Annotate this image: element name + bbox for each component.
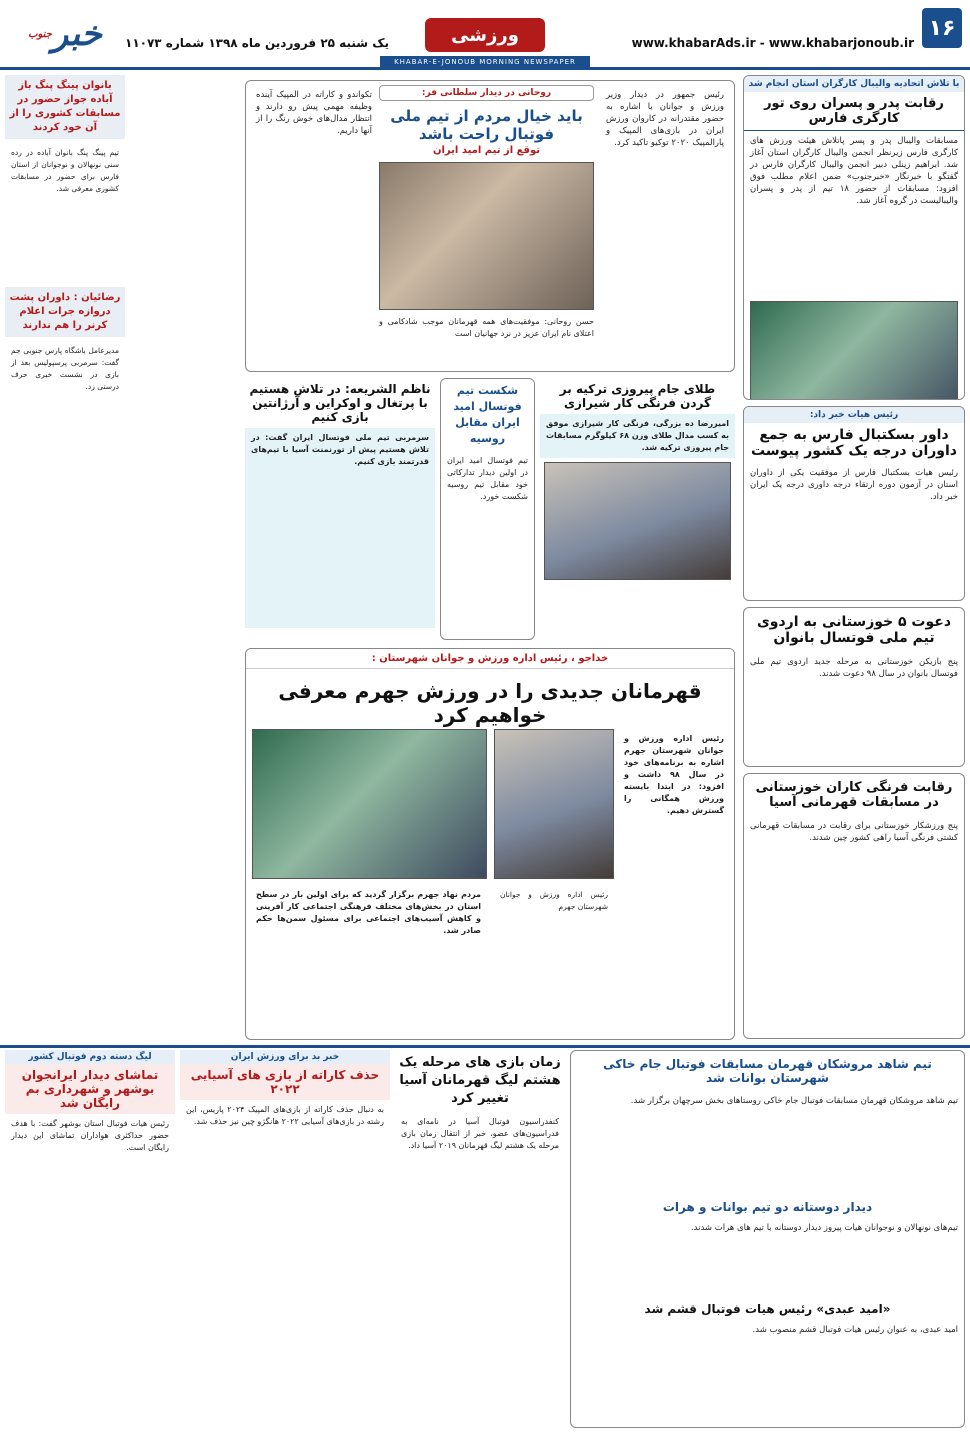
tagline: KHABAR-E-JONOUB MORNING NEWSPAPER	[380, 56, 590, 68]
article-title: طلای جام پیروزی ترکیه بر گردن فرنگی کار شیرازی	[559, 382, 716, 410]
article-wrestling	[743, 773, 965, 1039]
article-title: دعوت ۵ خوزستانی به اردوی تیم ملی فوتسال بانوان	[756, 614, 952, 646]
article-body: تیم شاهد مروشکان قهرمان مسابقات فوتبال جام خاکی روستاهای بخش سرچهان برگزار شد.	[630, 1096, 958, 1106]
article-kicker: خداجو ، رئیس اداره ورزش و جوانان شهرستان :	[246, 649, 734, 669]
article-title: رضائیان : داوران پشت دروازه جرات اعلام کرنر را هم ندارند	[9, 292, 121, 331]
article-rouhani	[245, 80, 735, 372]
article-title: بانوان پینگ پنگ باز آباده جواز حضور در مسابقات کشوری را از آن خود کردند	[9, 80, 121, 133]
article-title: ناظم الشریعه: در تلاش هستیم با پرتغال و اوکراین و آرژانتین بازی کنیم	[249, 382, 431, 424]
bottom-right-box	[570, 1050, 965, 1428]
article-title: حذف کاراته از بازی های آسیایی ۲۰۲۲	[180, 1064, 390, 1100]
article-kicker: خبر بد برای ورزش ایران	[180, 1050, 390, 1064]
article-basketball	[743, 406, 965, 601]
article-futsal-coach	[245, 378, 435, 640]
article-jahrom	[245, 648, 735, 1040]
article-body: پنج ورزشکار خوزستانی برای رقابت در مسابقات قهرمانی کشتی فرنگی آسیا راهی کشور چین شدند.	[750, 821, 958, 843]
article-lead: امیررضا ده بزرگی، فرنگی کار شیرازی موفق به کسب مدال طلای وزن ۶۸ کیلوگرم مسابقات جام پیروزی ترکیه شد.	[540, 414, 735, 458]
article-body: پنج بازیکن خوزستانی به مرحله جدید اردوی تیم ملی فوتسال بانوان در سال ۹۸ دعوت شدند.	[750, 657, 958, 679]
article-subtitle: توقع از تیم امید ایران	[432, 145, 541, 156]
article-kicker: با تلاش اتحادیه والیبال کارگران استان انجام شد	[744, 76, 964, 92]
article-body-left: تکواندو و کاراته در المپیک آینده وظیفه مهمی پیش رو دارند و انتظار مدال‌های خوش رنگ را از آنها داریم.	[256, 90, 372, 136]
article-kicker: رئیس هیات خبر داد:	[744, 407, 964, 423]
article-title: داور بسکتبال فارس به جمع داوران درجه یک کشور پیوست	[751, 427, 957, 459]
article-body-right: رئیس اداره ورزش و جوانان شهرستان جهرم اشاره به برنامه‌های خود در سال ۹۸ داشت و افزود: در ابتدا بایسته ورزش همگانی را گسترش دهیم.	[624, 734, 724, 815]
article-title: قهرمانان جدیدی را در ورزش جهرم معرفی خواهیم کرد	[278, 679, 702, 727]
article-title: «امید عبدی» رئیس هیات فوتبال قشم شد	[644, 1302, 891, 1316]
newspaper-logo	[8, 6, 118, 62]
article-body: به دنبال حذف کاراته از بازی‌های المپیک ۲۰۲۴ پاریس، این رشته در بازی‌های آسیایی ۲۰۲۲ هانگژو چین نیز حذف شد.	[186, 1105, 384, 1126]
date-issue: یک شنبه ۲۵ فروردین ماه ۱۳۹۸ شماره ۱۱۰۷۳	[125, 36, 390, 50]
article-title: دیدار دوستانه دو تیم بوانات و هرات	[662, 1200, 873, 1214]
meeting-photo	[379, 162, 594, 310]
article-title: تیم شاهد مروشکان قهرمان مسابقات فوتبال جام خاکی شهرستان بوانات شد	[603, 1057, 932, 1085]
article-body: تیم فوتسال امید ایران در اولین دیدار تدارکاتی خود مقابل تیم روسیه شکست خورد.	[447, 456, 528, 501]
article-title: شکست تیم فوتسال امید ایران مقابل روسیه	[453, 384, 522, 445]
article-rezaeian	[5, 287, 125, 337]
article-karate	[180, 1050, 390, 1428]
podium-photo	[544, 462, 731, 580]
article-kicker: روحانی در دیدار سلطانی فر:	[379, 85, 594, 101]
section-label: ورزشی	[425, 18, 545, 52]
article-body-left: مردم نهاد جهرم برگزار گردید که برای اولین بار در سطح استان در بخش‌های مختلف فرهنگی اجتماعی کار آفرینی و کاهش آسیب‌های اجتماعی برای مسئول سمن‌ها حکم صادر شد.	[256, 890, 481, 935]
article-body: مسابقات والیبال پدر و پسر پاتلاش هیئت ورزش های کارگری فارس زیرنظر انجمن والیبال کارگران استان آغاز شد. ابراهیم زینلی دبیر انجمن والیبال کارگران فارس در گفتگو با خبرنگار «خبرجنوب» ضمن اعلام مطلب فوق افزود: مسابقات از حضور ۱۸ تیم از پدر و پسران والیبالیست در گروه آغاز شد.	[750, 136, 958, 206]
photo-caption: رئیس اداره ورزش و جوانان شهرستان جهرم	[500, 890, 608, 911]
official-portrait	[494, 729, 614, 879]
article-body: مدیرعامل باشگاه پارس جنوبی جم گفت: سرمربی پرسپولیس بعد از بازی در نشست خبری حرف درستی زد.	[11, 346, 119, 391]
article-body: امید عبدی، به عنوان رئیس هیات فوتبال قشم منصوب شد.	[752, 1325, 958, 1335]
left-column	[5, 75, 125, 1040]
team-photo	[750, 301, 958, 400]
article-body: تیم‌های نونهالان و نوجوانان هیات پیروز دیدار دوستانه با تیم های هرات شدند.	[690, 1223, 958, 1233]
article-bushehr	[5, 1050, 175, 1428]
article-kicker: لیگ دسته دوم فوتبال کشور	[5, 1050, 175, 1064]
article-body: رئیس هیات فوتبال استان بوشهر گفت: با هدف حضور حداکثری هواداران تماشای این دیدار رایگان است.	[11, 1119, 169, 1152]
article-lead: سرمربی تیم ملی فوتسال ایران گفت: در تلاش هستیم پیش از تورنمنت آسیا با تیم‌های قدرتمند بازی کنیم.	[245, 428, 435, 628]
article-main	[379, 85, 594, 365]
article-title: تماشای دیدار ایرانجوان بوشهر و شهرداری بم رایگان شد	[5, 1064, 175, 1114]
article-body-right: رئیس جمهور در دیدار وزیر ورزش و جوانان با اشاره به حضور مقتدرانه در کاروان ورزش ایران در بازی‌های المپیک و پارالمپیک ۲۰۲۰ توکیو تاکید کرد.	[606, 90, 724, 148]
article-futsal-russia	[440, 378, 535, 640]
page-number: ۱۶	[922, 8, 962, 48]
photo-caption: حسن روحانی: موفقیت‌های همه قهرمانان موجب شادکامی و اعتلای نام ایران عزیز در نزد جهانیان است	[379, 317, 594, 338]
article-turkey-gold	[540, 378, 735, 640]
article-afc	[395, 1050, 565, 1428]
article-body: کنفدراسیون فوتبال آسیا در نامه‌ای به فدراسیون‌های عضو، خبر از انتقال زمان بازی مرحله یک هشتم لیگ قهرمانان ۲۰۱۹ آسیا داد.	[401, 1117, 559, 1150]
article-title: رقابت فرنگی کاران خوزستانی در مسابقات قهرمانی آسیا	[755, 780, 953, 810]
article-title: باید خیال مردم از تیم ملی فوتبال راحت باشد	[390, 107, 583, 143]
exercise-photo	[252, 729, 487, 879]
logo-text: خبر	[51, 14, 102, 54]
logo-sub: جنوب	[28, 28, 52, 40]
article-body: تیم پینگ پنگ بانوان آباده در رده سنی نونهالان و نوجوانان از استان فارس برای حضور در مسابقات کشوری معرفی شد.	[11, 148, 119, 193]
article-title: زمان بازی های مرحله یک هشتم لیگ قهرمانان آسیا تغییر کرد	[399, 1055, 561, 1106]
right-column	[743, 75, 965, 1040]
article-volleyball	[743, 75, 965, 400]
article-futsal-women	[743, 607, 965, 767]
article-title: رقابت پدر و پسران روی تور کارگری فارس	[744, 92, 964, 131]
website-urls[interactable]: www.khabarAds.ir - www.khabarjonoub.ir	[631, 36, 914, 50]
section-divider	[0, 1045, 970, 1048]
article-body: رئیس هیات بسکتبال فارس از موفقیت یکی از داوران استان در آزمون دوره ارتقاء درجه داوری درجه یک ایران خبر داد.	[750, 468, 958, 502]
article-pingpong	[5, 75, 125, 139]
mid-row	[245, 378, 735, 640]
